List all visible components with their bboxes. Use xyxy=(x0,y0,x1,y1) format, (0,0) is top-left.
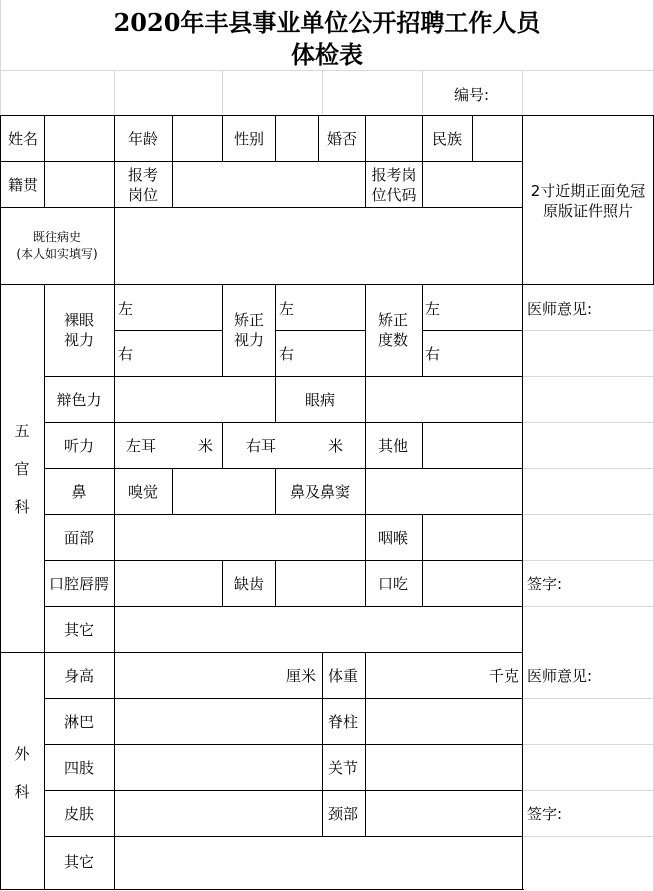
post-label-2: 岗位 xyxy=(127,186,159,204)
nose-sinus-label: 鼻及鼻窦 xyxy=(289,483,351,501)
corrected-right-label: 右 xyxy=(279,345,295,363)
corrected-left-label: 左 xyxy=(279,300,295,318)
ethnicity-label: 民族 xyxy=(431,130,463,148)
native-place-label: 籍贯 xyxy=(7,176,39,194)
section-surgery-char-1: 外 xyxy=(14,745,30,763)
surgery-other-label: 其它 xyxy=(63,853,95,871)
degree-left-label: 左 xyxy=(425,300,441,318)
corrected-vision-label-1: 矫正 xyxy=(233,311,265,329)
missing-teeth-label: 缺齿 xyxy=(233,575,265,593)
photo-note-1: 2寸近期正面免冠 xyxy=(530,182,646,200)
correction-degree-label-1: 矫正 xyxy=(377,311,409,329)
surgery-doctor-opinion-label: 医师意见: xyxy=(527,667,593,685)
weight-label: 体重 xyxy=(327,667,359,685)
height-label: 身高 xyxy=(63,667,95,685)
gender-label: 性别 xyxy=(233,130,265,148)
post-code-label-1: 报考岗 xyxy=(371,166,417,184)
other-hearing-label: 其他 xyxy=(377,437,409,455)
corrected-vision-label-2: 视力 xyxy=(233,331,265,349)
height-unit: 厘米 xyxy=(286,667,317,685)
section-surgery-char-2: 科 xyxy=(14,783,30,801)
facial-doctor-opinion-label: 医师意见: xyxy=(527,300,593,318)
lymph-label: 淋巴 xyxy=(63,713,95,731)
oral-lips-label: 口腔唇腭 xyxy=(48,575,110,593)
marital-label: 婚否 xyxy=(326,130,358,148)
correction-degree-label-2: 度数 xyxy=(377,331,409,349)
neck-label: 颈部 xyxy=(327,805,359,823)
joints-label: 关节 xyxy=(327,759,359,777)
eye-disease-label: 眼病 xyxy=(304,391,336,409)
naked-vision-label-1: 裸眼 xyxy=(63,311,95,329)
age-label: 年龄 xyxy=(127,130,159,148)
degree-right-label: 右 xyxy=(425,345,441,363)
form-title-line1: 2020年丰县事业单位公开招聘工作人员 xyxy=(113,8,541,37)
color-vision-label: 辩色力 xyxy=(56,391,102,409)
history-label-1: 既往病史 xyxy=(32,230,82,244)
history-label-2: (本人如实填写) xyxy=(16,247,98,261)
throat-label: 咽喉 xyxy=(377,529,409,547)
stutter-label: 口吃 xyxy=(377,575,409,593)
right-ear-unit: 米 xyxy=(328,437,344,455)
left-ear-unit: 米 xyxy=(198,437,214,455)
left-ear-label: 左耳 xyxy=(126,437,157,455)
section-facial-char-1: 五 xyxy=(14,422,30,440)
post-label-1: 报考 xyxy=(127,166,159,184)
form-title-line2: 体检表 xyxy=(291,40,363,69)
naked-left-label: 左 xyxy=(118,300,134,318)
spine-label: 脊柱 xyxy=(327,713,359,731)
nose-label: 鼻 xyxy=(71,483,87,501)
post-code-label-2: 位代码 xyxy=(371,186,417,204)
hearing-label: 听力 xyxy=(63,437,95,455)
facial-signature-label: 签字: xyxy=(527,575,563,593)
skin-label: 皮肤 xyxy=(63,805,95,823)
face-label: 面部 xyxy=(63,529,95,547)
section-facial-char-3: 科 xyxy=(14,498,30,516)
limbs-label: 四肢 xyxy=(63,759,95,777)
weight-unit: 千克 xyxy=(489,667,520,685)
naked-vision-label-2: 视力 xyxy=(63,331,95,349)
facial-other-label: 其它 xyxy=(63,621,95,639)
surgery-signature-label: 签字: xyxy=(527,805,563,823)
naked-right-label: 右 xyxy=(118,345,134,363)
section-facial-char-2: 官 xyxy=(14,460,30,478)
serial-number-label: 编号: xyxy=(454,86,490,104)
smell-label: 嗅觉 xyxy=(127,483,159,501)
photo-note-2: 原版证件照片 xyxy=(542,202,634,220)
name-label: 姓名 xyxy=(7,130,39,148)
right-ear-label: 右耳 xyxy=(246,437,277,455)
